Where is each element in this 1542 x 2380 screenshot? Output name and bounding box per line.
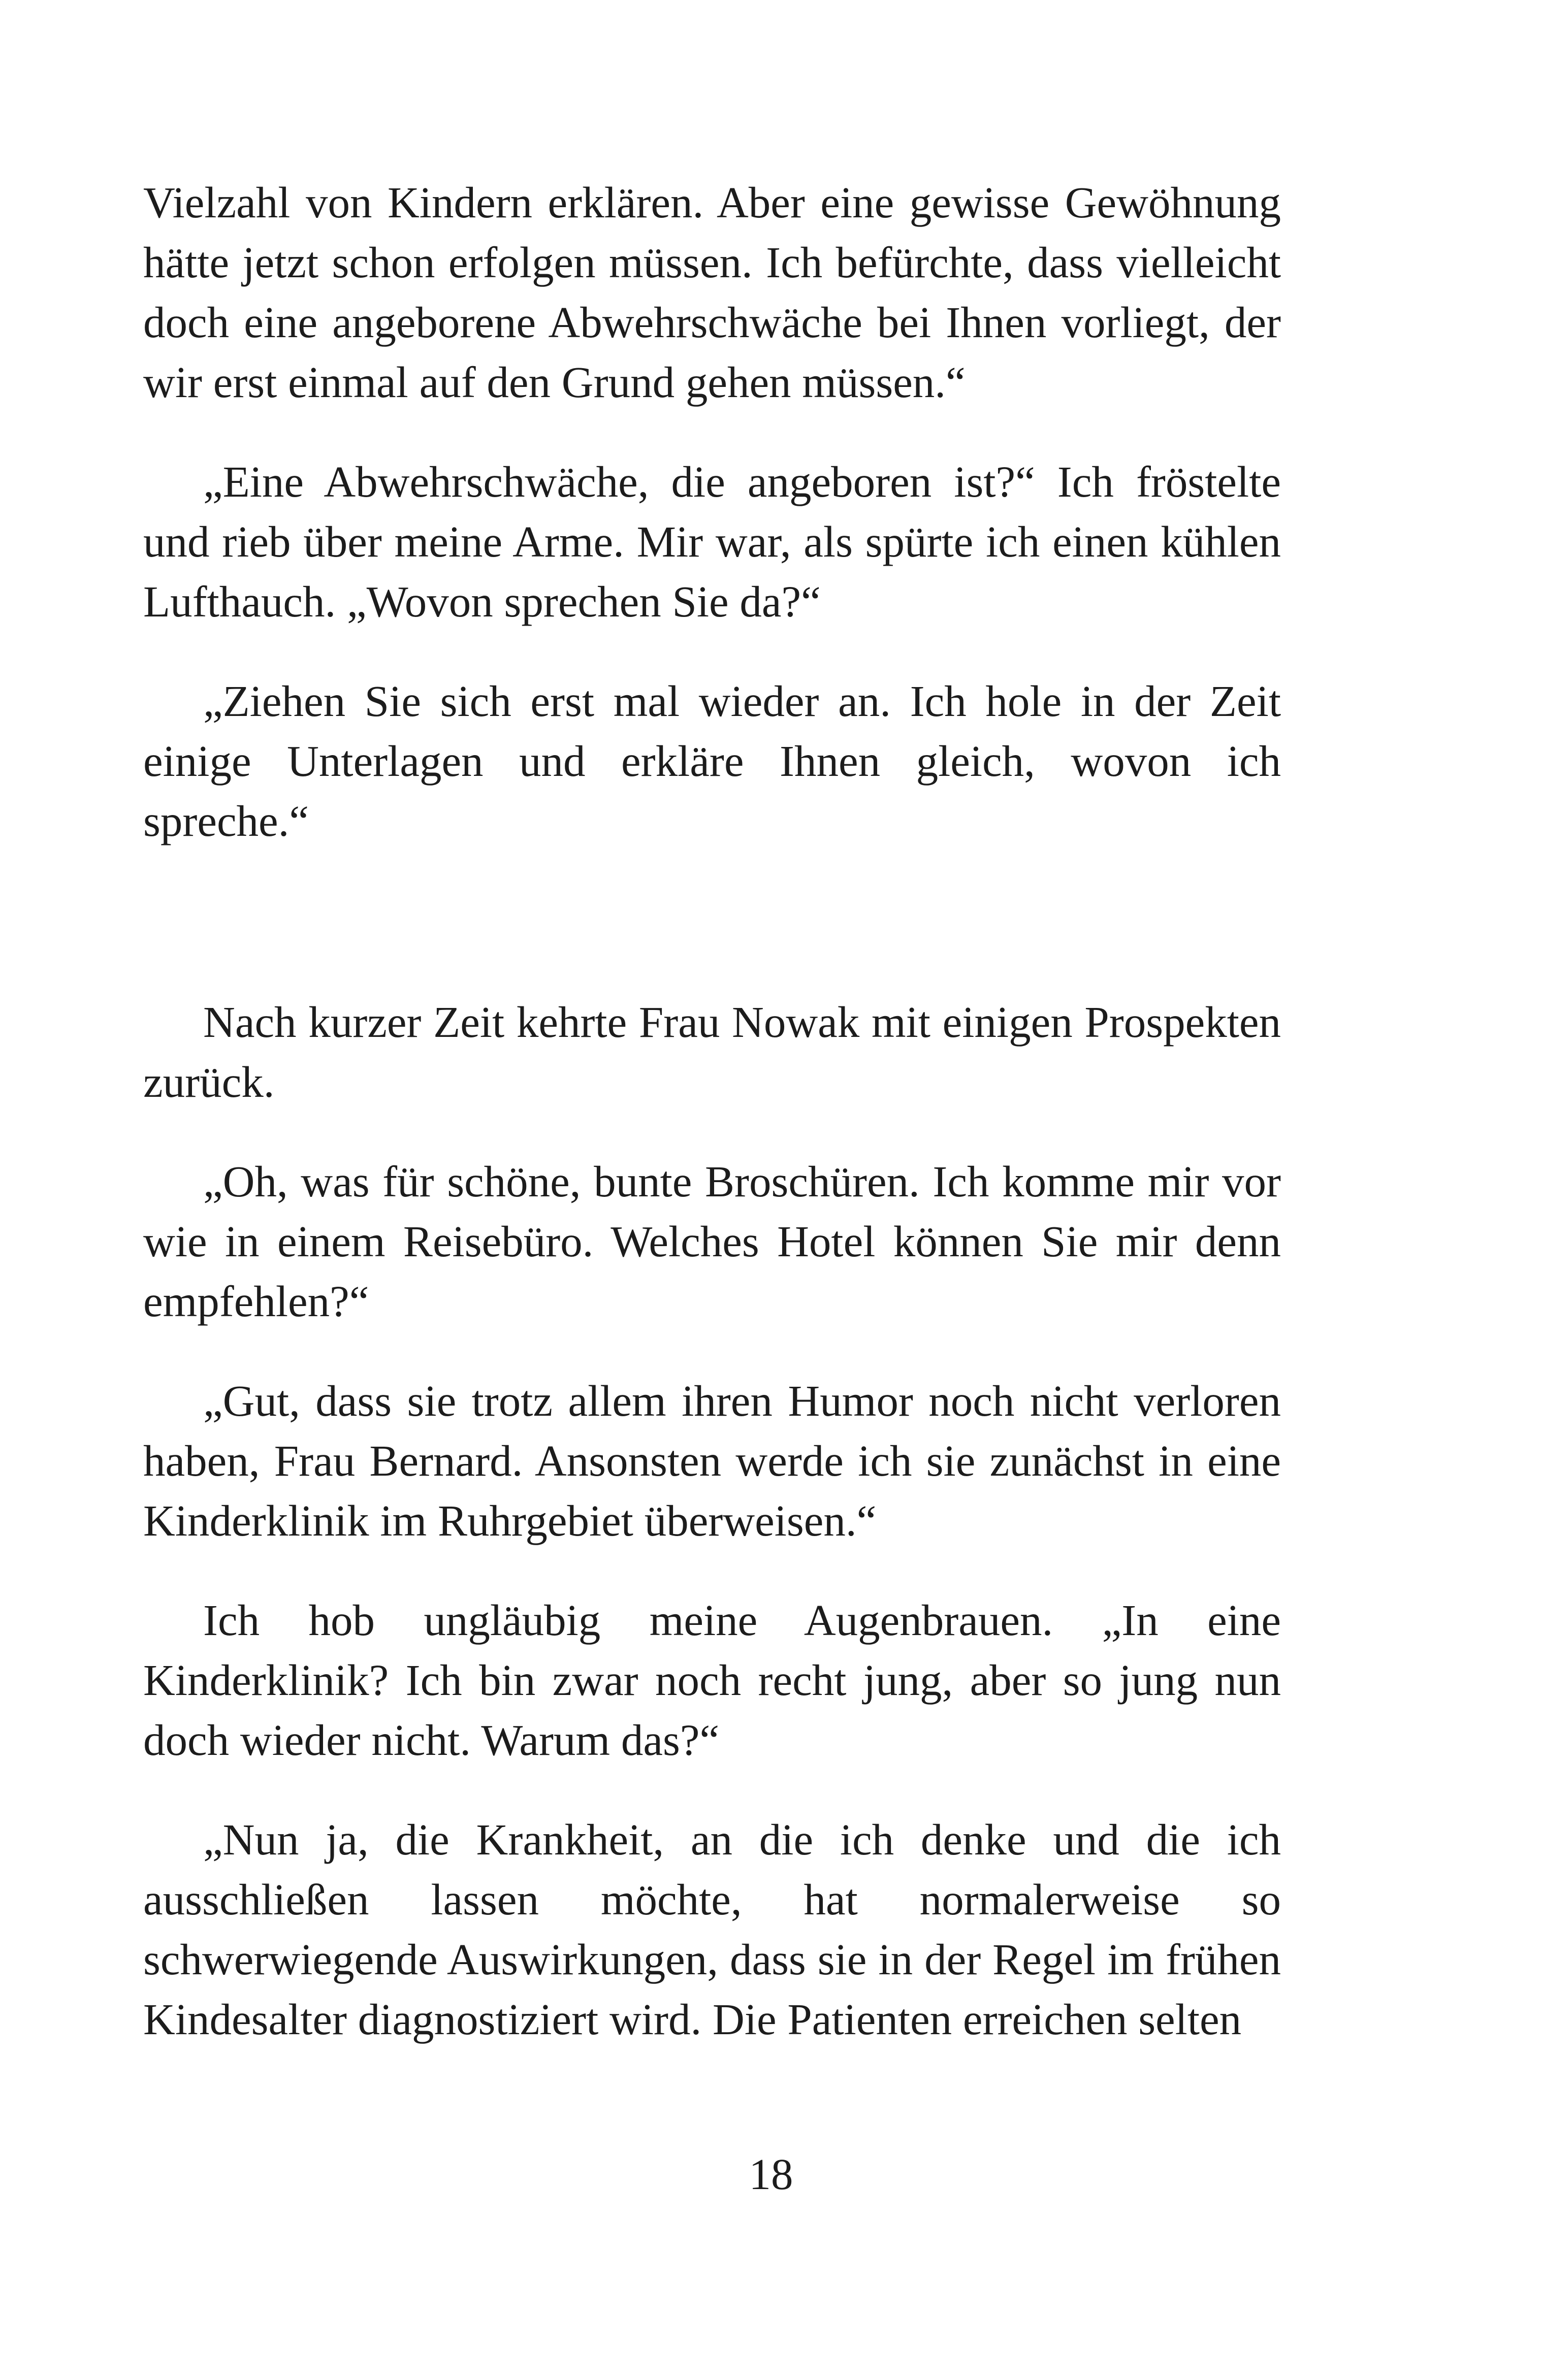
- paragraph: „Gut, dass sie trotz allem ihren Humor noch nicht verloren haben, Frau Bernard. Ansonsten werde ich sie zunächst in eine Kinderklinik im Ruhrgebiet überweisen.“: [143, 1376, 1281, 1545]
- page-number: 18: [749, 2149, 793, 2199]
- paragraph: „Nun ja, die Krankheit, an die ich denke und die ich ausschließen lassen möchte, hat normalerweise so schwerwiegende Auswirkungen, dass sie in der Regel im frühen Kindesalter diagnostiziert wird. Die Patienten erreichen selten: [143, 1815, 1281, 2044]
- paragraph: „Ziehen Sie sich erst mal wieder an. Ich hole in der Zeit einige Unterlagen und erkläre Ihnen gleich, wovon ich spreche.“: [143, 676, 1281, 845]
- paragraph: „Eine Abwehrschwäche, die angeboren ist?“ Ich fröstelte und rieb über meine Arme. Mir war, als spürte ich einen kühlen Lufthauch. „Wovon sprechen Sie da?“: [143, 457, 1281, 626]
- scene-break: [143, 891, 1281, 992]
- body-text: [143, 173, 1281, 2049]
- paragraph: Nach kurzer Zeit kehrte Frau Nowak mit einigen Prospekten zurück.: [143, 997, 1281, 1106]
- paragraph: Vielzahl von Kindern erklären. Aber eine gewisse Gewöhnung hätte jetzt schon erfolgen müssen. Ich befürchte, dass vielleicht doch eine angeborene Abwehrschwäche bei Ihnen vorliegt, der wir erst einmal auf den Grund gehen müssen.“: [143, 178, 1281, 407]
- paragraph: „Oh, was für schöne, bunte Broschüren. Ich komme mir vor wie in einem Reisebüro. Welches Hotel können Sie mir denn empfehlen?“: [143, 1157, 1281, 1326]
- paragraph: Ich hob ungläubig meine Augenbrauen. „In eine Kinderklinik? Ich bin zwar noch recht jung, aber so jung nun doch wieder nicht. Warum das?“: [143, 1595, 1281, 1765]
